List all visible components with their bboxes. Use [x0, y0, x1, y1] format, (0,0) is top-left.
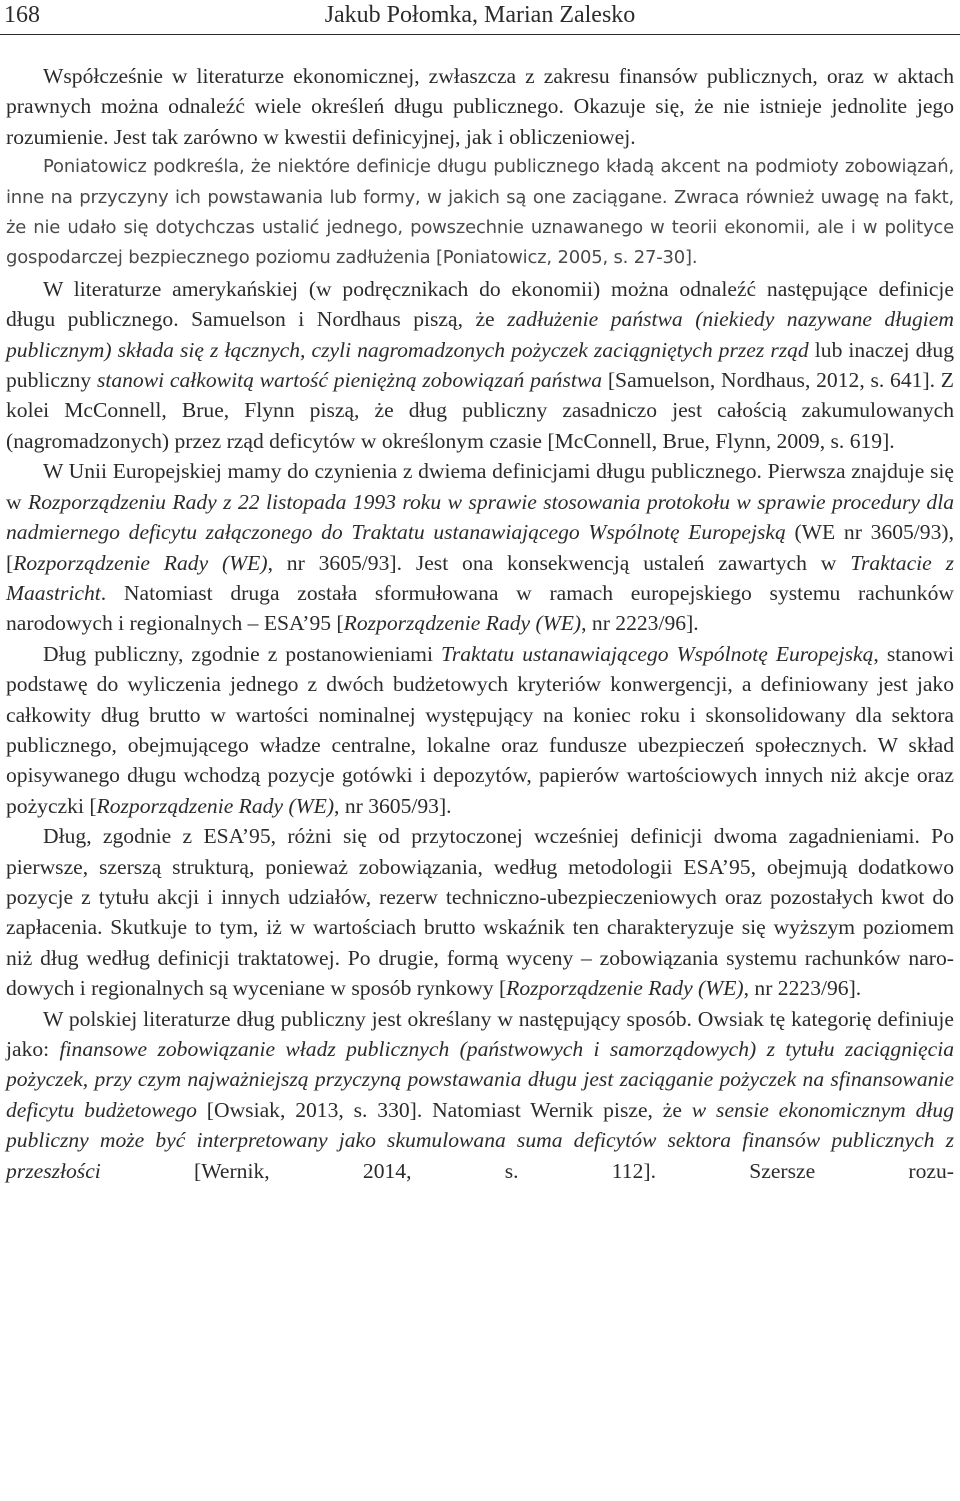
- body-text: [6, 61, 954, 1186]
- italic-citation: Rozporządzeniu Rady z 22 listopada 1993 roku w sprawie stosowania protokołu w sprawie procedury dla nadmiernego deficytu załączonego do Traktatu ustanawiającego Wspólnotę Europejską: [6, 489, 954, 545]
- italic-quote: stanowi całkowitą wartość pieniężną zobowiązań państwa: [96, 368, 603, 393]
- paragraph: [6, 152, 954, 274]
- italic-quote: zadłużenie państwa (niekiedy nazywane długiem publicznym) składa się z łącznych, czyli nagromadzonych pożyczek zaciągniętych przez rząd: [6, 307, 954, 362]
- italic-citation: Rozporządzenie Rady (WE): [506, 976, 744, 1001]
- italic-citation: Traktatu ustanawiającego Wspólnotę Europejską: [441, 641, 874, 666]
- text-run: lub inaczej dług publiczny: [6, 337, 955, 393]
- text-run: , nr 2223/96].: [743, 976, 862, 1001]
- running-head: Jakub Połomka, Marian Zalesko: [324, 2, 636, 28]
- page-header: [0, 0, 960, 35]
- italic-citation: Rozporządzenie Rady (WE): [96, 793, 335, 818]
- paragraph: [6, 821, 954, 1003]
- text-run: (WE nr 3605/93), [: [6, 520, 954, 575]
- italic-quote: w sensie ekonomicznym dług publiczny może być interpretowany jako skumulowana suma deficytów sektora finansów publicznych z przeszłości: [6, 1097, 955, 1183]
- text-run: [Wernik, 2014, s. 112]. Szersze rozu-: [100, 1158, 954, 1183]
- text-run: , nr 3605/93].: [334, 793, 452, 818]
- paragraph: [6, 274, 954, 456]
- text-run: . Natomiast druga została sformułowana w ramach europejskiego systemu rachunków narodowych i regionalnych – ESA’95 [: [6, 580, 954, 636]
- text-run: , stanowi podstawę do wyliczenia jednego z dwóch budżetowych kryteriów konwergencji, a definiowany jest jako całkowity dług brutto w wartości nominalnej występujący na koniec roku i skonsolidowany dla sektora publicznego, obejmującego władze centralne, lokalne oraz fundusze ubezpieczeń społecznych. W skład opisywanego długu wchodzą pozycje gotówki i depozytów, papierów wartościowych innych niż akcje oraz pożyczki [: [6, 641, 954, 818]
- paragraph: [6, 1004, 954, 1186]
- text-run: W polskiej literaturze dług publiczny jest określany w następujący sposób. Owsiak tę kategorię definiuje jako:: [6, 1006, 954, 1061]
- text-run: Poniatowicz podkreśla, że niektóre definicje długu publicznego kładą akcent na podmioty zobowiązań, inne na przyczyny ich powstawania lub formy, w jakich są one zaciągane. Zwraca również uwagę na fakt, że nie udało się dotychczas ustalić jednego, powszechnie uznawanego w teorii ekonomii, ale i w polityce gospodarczej bezpiecznego poziomu zadłużenia [Poniatowicz, 2005, s. 27-30].: [6, 156, 954, 269]
- paragraph: [6, 61, 954, 152]
- text-run: Dług, zgodnie z ESA’95, różni się od przytoczonej wcześniej definicji dwoma zagadnieniami. Po pierwsze, szerszą strukturą, ponieważ zobowiązania, według metodologii ESA’95, obejmują dodatkowo pozycje z tytułu akcji i innych udziałów, rezerw techniczno-ubezpieczeniowych oraz pozostałych kwot do zapłacenia. Skutkuje to tym, iż w wartościach brutto wskaźnik ten charakteryzuje się wyższym poziomem niż dług według definicji traktatowej. Po drugie, formą wyceny – zobowiązania systemu rachunków narodowych i regionalnych są wyceniane w sposób rynkowy [: [6, 824, 954, 1001]
- text-run: , nr 3605/93]. Jest ona konsekwencją ustaleń zawartych w: [267, 550, 851, 575]
- text-run: W literaturze amerykańskiej (w podręcznikach do ekonomii) można odnaleźć następujące definicje długu publicznego. Samuelson i Nordhaus piszą, że: [6, 276, 954, 332]
- text-run: Współcześnie w literaturze ekonomicznej, zwłaszcza z zakresu finansów publicznych, oraz w aktach prawnych można odnaleźć wiele określeń długu publicznego. Okazuje się, że nie istnieje jednolite jego rozumienie. Jest tak zarówno w kwestii definicyjnej, jak i obliczeniowej.: [6, 64, 954, 149]
- text-run: W Unii Europejskiej mamy do czynienia z dwiema definicjami długu publicznego. Pierwsza znajduje się w: [6, 459, 954, 514]
- italic-quote: finansowe zobowiązanie władz publicznych (państwowych i samorządowych) z tytułu zaciągnięcia pożyczek, przy czym najważniejszą przyczyną powstawania długu jest zaciąganie pożyczek na sfinansowanie deficytu budżetowego: [6, 1037, 954, 1122]
- paragraph: [6, 639, 954, 821]
- paragraph: [6, 456, 954, 638]
- italic-citation: Rozporządzenie Rady (WE): [343, 611, 582, 636]
- italic-citation: Rozporządzenie Rady (WE): [13, 550, 268, 575]
- page-number: 168: [4, 2, 40, 28]
- text-run: [Owsiak, 2013, s. 330]. Natomiast Wernik pisze, że: [196, 1097, 692, 1122]
- italic-citation: Traktacie z Maastricht: [6, 550, 954, 605]
- text-run: , nr 2223/96].: [581, 611, 699, 636]
- text-run: [Samuelson, Nordhaus, 2012, s. 641]. Z kolei McConnell, Brue, Flynn piszą, że dług publiczny zasadniczo jest całością zakumulowanych (nagromadzonych) przez rząd deficytów w określonym czasie [McConnell, Brue, Flynn, 2009, s. 619].: [6, 368, 955, 453]
- text-run: Dług publiczny, zgodnie z postanowieniami: [43, 641, 441, 666]
